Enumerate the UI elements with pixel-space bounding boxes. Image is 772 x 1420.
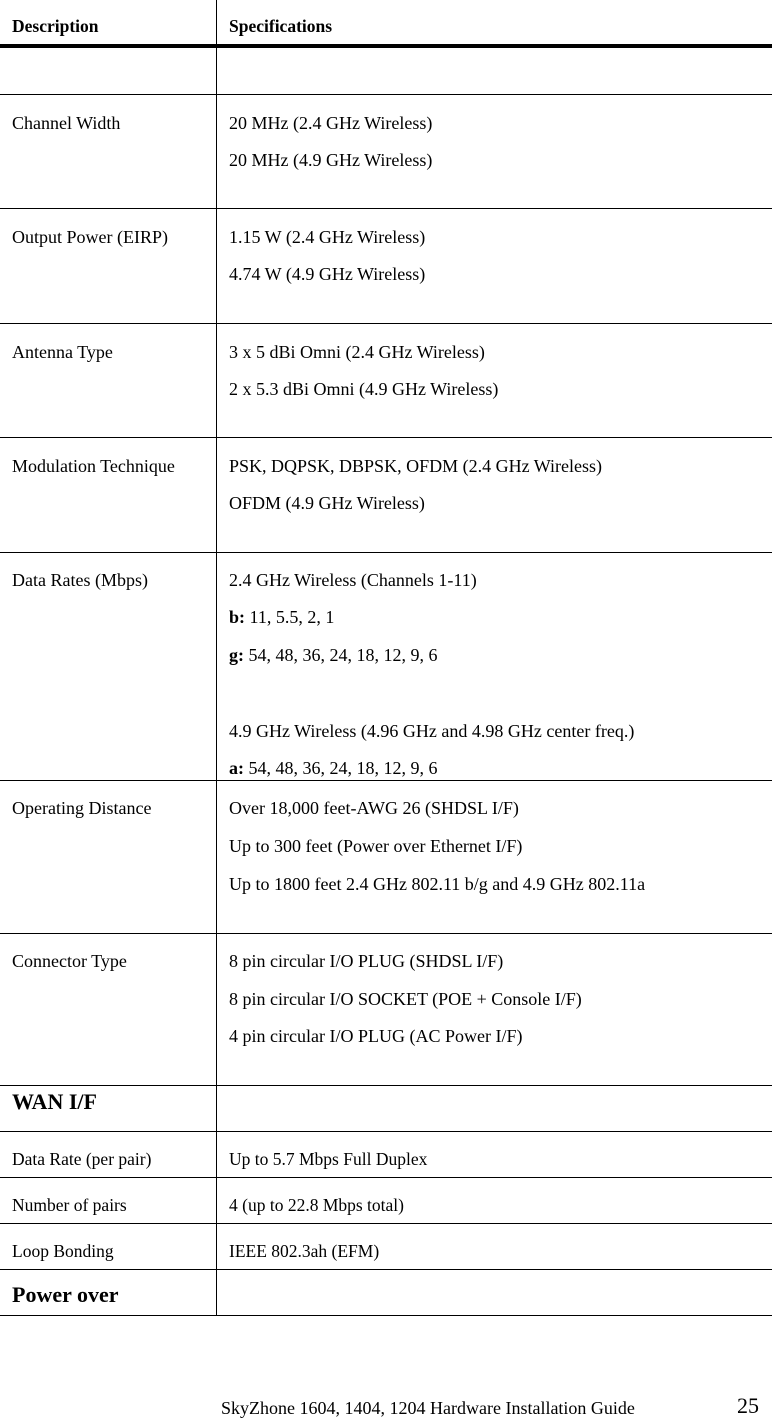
row-divider bbox=[0, 1085, 772, 1086]
row-divider bbox=[0, 1131, 772, 1132]
spec-line: 20 MHz (2.4 GHz Wireless) bbox=[229, 113, 433, 133]
header-rule bbox=[0, 44, 772, 48]
spec-line: 3 x 5 dBi Omni (2.4 GHz Wireless) bbox=[229, 342, 485, 362]
row-divider bbox=[0, 933, 772, 934]
spec-line: 2.4 GHz Wireless (Channels 1-11) bbox=[229, 570, 477, 590]
footer-guide-title: SkyZhone 1604, 1404, 1204 Hardware Installation Guide bbox=[221, 1398, 635, 1418]
rate-key: g: bbox=[229, 645, 244, 665]
rate-key: a: bbox=[229, 758, 244, 778]
row-divider bbox=[0, 1223, 772, 1224]
rate-line-b bbox=[229, 605, 334, 629]
spec-line: 8 pin circular I/O PLUG (SHDSL I/F) bbox=[229, 951, 504, 971]
section-title-power: Power over bbox=[12, 1282, 119, 1307]
row-divider bbox=[0, 437, 772, 438]
table-bottom-rule bbox=[0, 1315, 772, 1316]
row-divider bbox=[0, 1269, 772, 1270]
row-label-antenna-type: Antenna Type bbox=[12, 342, 113, 362]
spec-value: 4 (up to 22.8 Mbps total) bbox=[229, 1195, 404, 1215]
row-divider bbox=[0, 1177, 772, 1178]
row-label-loop-bonding: Loop Bonding bbox=[12, 1241, 114, 1261]
row-label-operating-distance: Operating Distance bbox=[12, 798, 152, 818]
row-label-data-rates: Data Rates (Mbps) bbox=[12, 570, 148, 590]
header-description: Description bbox=[12, 16, 99, 36]
rate-value: 54, 48, 36, 24, 18, 12, 9, 6 bbox=[244, 645, 438, 665]
spec-line: OFDM (4.9 GHz Wireless) bbox=[229, 493, 425, 513]
row-label-connector-type: Connector Type bbox=[12, 951, 127, 971]
row-label-number-of-pairs: Number of pairs bbox=[12, 1195, 127, 1215]
spec-line: 2 x 5.3 dBi Omni (4.9 GHz Wireless) bbox=[229, 379, 499, 399]
row-divider bbox=[0, 208, 772, 209]
spec-line: Up to 300 feet (Power over Ethernet I/F) bbox=[229, 836, 523, 856]
spec-line: 20 MHz (4.9 GHz Wireless) bbox=[229, 150, 433, 170]
row-label-modulation: Modulation Technique bbox=[12, 456, 175, 476]
spec-value: Up to 5.7 Mbps Full Duplex bbox=[229, 1149, 428, 1169]
section-title-wan: WAN I/F bbox=[12, 1089, 97, 1114]
header-specifications: Specifications bbox=[229, 16, 333, 36]
row-divider bbox=[0, 780, 772, 781]
column-divider bbox=[216, 0, 217, 1316]
spec-line: 4 pin circular I/O PLUG (AC Power I/F) bbox=[229, 1026, 523, 1046]
spec-line: PSK, DQPSK, DBPSK, OFDM (2.4 GHz Wireless) bbox=[229, 456, 602, 476]
spec-line: 4.9 GHz Wireless (4.96 GHz and 4.98 GHz center freq.) bbox=[229, 721, 635, 741]
row-divider bbox=[0, 323, 772, 324]
row-label-output-power: Output Power (EIRP) bbox=[12, 227, 168, 247]
spec-line: Up to 1800 feet 2.4 GHz 802.11 b/g and 4.9 GHz 802.11a bbox=[229, 874, 646, 894]
row-divider bbox=[0, 94, 772, 95]
rate-value: 54, 48, 36, 24, 18, 12, 9, 6 bbox=[244, 758, 438, 778]
row-label-channel-width: Channel Width bbox=[12, 113, 121, 133]
rate-line-g bbox=[229, 643, 438, 667]
spec-line: 8 pin circular I/O SOCKET (POE + Console I/F) bbox=[229, 989, 582, 1009]
spec-line: Over 18,000 feet-AWG 26 (SHDSL I/F) bbox=[229, 798, 519, 818]
spec-line: 4.74 W (4.9 GHz Wireless) bbox=[229, 264, 426, 284]
spec-line: 1.15 W (2.4 GHz Wireless) bbox=[229, 227, 426, 247]
row-divider bbox=[0, 552, 772, 553]
rate-key: b: bbox=[229, 607, 246, 627]
row-label-data-rate-per-pair: Data Rate (per pair) bbox=[12, 1149, 152, 1169]
rate-value: 11, 5.5, 2, 1 bbox=[245, 607, 335, 627]
page-number: 25 bbox=[737, 1393, 759, 1418]
rate-line-a bbox=[229, 756, 438, 780]
spec-value: IEEE 802.3ah (EFM) bbox=[229, 1241, 380, 1261]
